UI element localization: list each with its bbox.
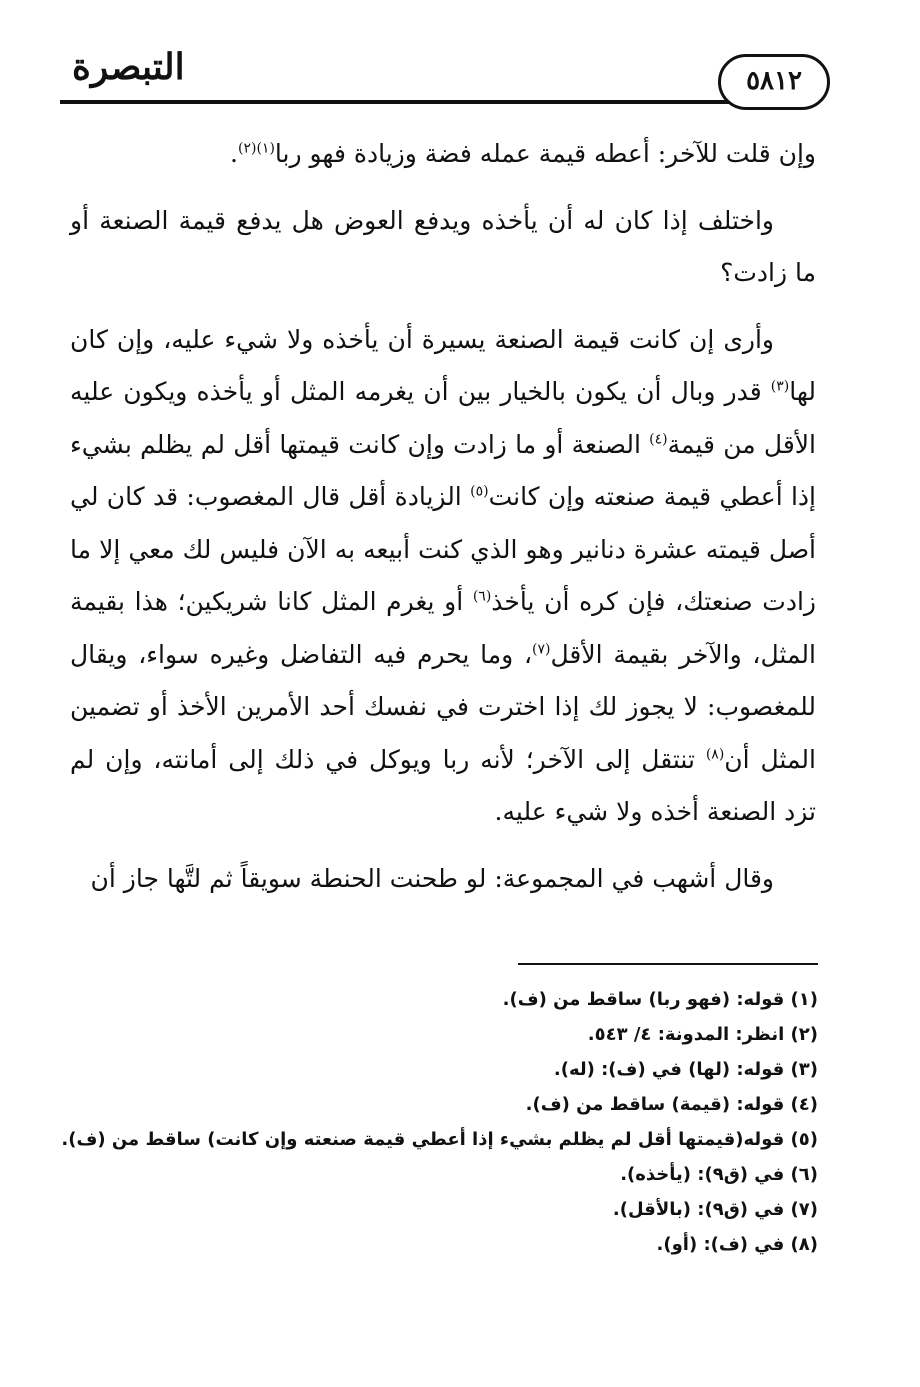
paragraph-3-seg-1: وأرى إن كانت قيمة الصنعة يسيرة أن يأخذه ولا شيء عليه، وإن كان لها (70, 324, 816, 406)
paragraph-3-seg-7: تنتقل إلى الآخر؛ لأنه ربا ويوكل في ذلك إلى أمانته، وإن لم تزد الصنعة أخذه ولا شيء عليه. (70, 744, 816, 826)
paragraph-3 (70, 314, 816, 839)
paragraph-3-seg-4: الزيادة أقل قال المغصوب: قد كان لي أصل قيمته عشرة دنانير وهو الذي كنت أبيعه به الآن فليس لك معي إلا ما زادت صنعتك، فإن كره أن يأخذ (70, 482, 816, 616)
paragraph-3-seg-3: الصنعة أو ما زادت وإن كانت قيمتها أقل لم يظلم بشيء إذا أعطي قيمة صنعته وإن كانت (70, 429, 816, 511)
footnote-7: (٧) في (ق٩): (بالأقل). (612, 1199, 818, 1220)
paragraph-1-text: وإن قلت للآخر: أعطه قيمة عمله فضة وزيادة فهو ربا (274, 139, 816, 168)
paragraph-3-seg-5: أو يغرم المثل كانا شريكين؛ هذا بقيمة المثل، والآخر بقيمة الأقل (70, 587, 816, 669)
footnotes (61, 982, 818, 1262)
footnote-ref-5: (٥) (470, 483, 489, 500)
paragraph-1 (70, 128, 816, 181)
footnote-8: (٨) في (ف): (أو). (656, 1234, 818, 1255)
paragraph-4-text: وقال أشهب في المجموعة: لو طحنت الحنطة سويقاً ثم لتَّها جاز أن (90, 863, 774, 893)
footnote-3: (٣) قوله: (لها) في (ف): (له). (553, 1059, 818, 1080)
page-number-badge (718, 54, 830, 110)
paragraph-3-seg-2: قدر وبال أن يكون بالخيار بين أن يغرمه المثل أو يأخذه ويكون عليه الأقل من قيمة (70, 377, 816, 459)
footnote-ref-3: (٣) (770, 378, 790, 395)
main-text (70, 128, 816, 919)
footnote-5: (٥) قوله(قيمتها أقل لم يظلم بشيء إذا أعطي قيمة صنعته وإن كانت) ساقط من (ف). (61, 1129, 818, 1150)
footnote-ref-6: (٦) (472, 588, 492, 605)
paragraph-1-end: . (230, 139, 238, 168)
footnote-6: (٦) في (ق٩): (يأخذه). (620, 1164, 818, 1185)
footnote-ref-4: (٤) (649, 431, 668, 448)
footnote-ref-1-2: (١)(٢) (237, 140, 275, 157)
footnote-ref-7: (٧) (532, 641, 551, 658)
footnote-1: (١) قوله: (فهو ربا) ساقط من (ف). (502, 989, 818, 1010)
footnote-4: (٤) قوله: (قيمة) ساقط من (ف). (525, 1094, 818, 1115)
footnote-ref-8: (٨) (705, 746, 725, 763)
paragraph-2 (70, 195, 816, 300)
book-title: التبصرة (72, 46, 185, 88)
paragraph-2-text: واختلف إذا كان له أن يأخذه ويدفع العوض هل يدفع قيمة الصنعة أو ما زادت؟ (70, 205, 816, 287)
footnote-separator (518, 963, 818, 965)
footnote-2: (٢) انظر: المدونة: ٤/ ٥٤٣. (587, 1024, 818, 1045)
page-number: ٥٨١٢ (746, 66, 802, 96)
header-rule (60, 100, 770, 104)
page-header (60, 40, 830, 110)
paragraph-4 (70, 853, 816, 906)
paragraph-3-seg-6: ، وما يحرم فيه التفاضل وغيره سواء، ويقال للمغصوب: لا يجوز لك إذا اخترت في نفسك أحد الأمرين الأخذ أو تضمين المثل أن (70, 639, 816, 774)
